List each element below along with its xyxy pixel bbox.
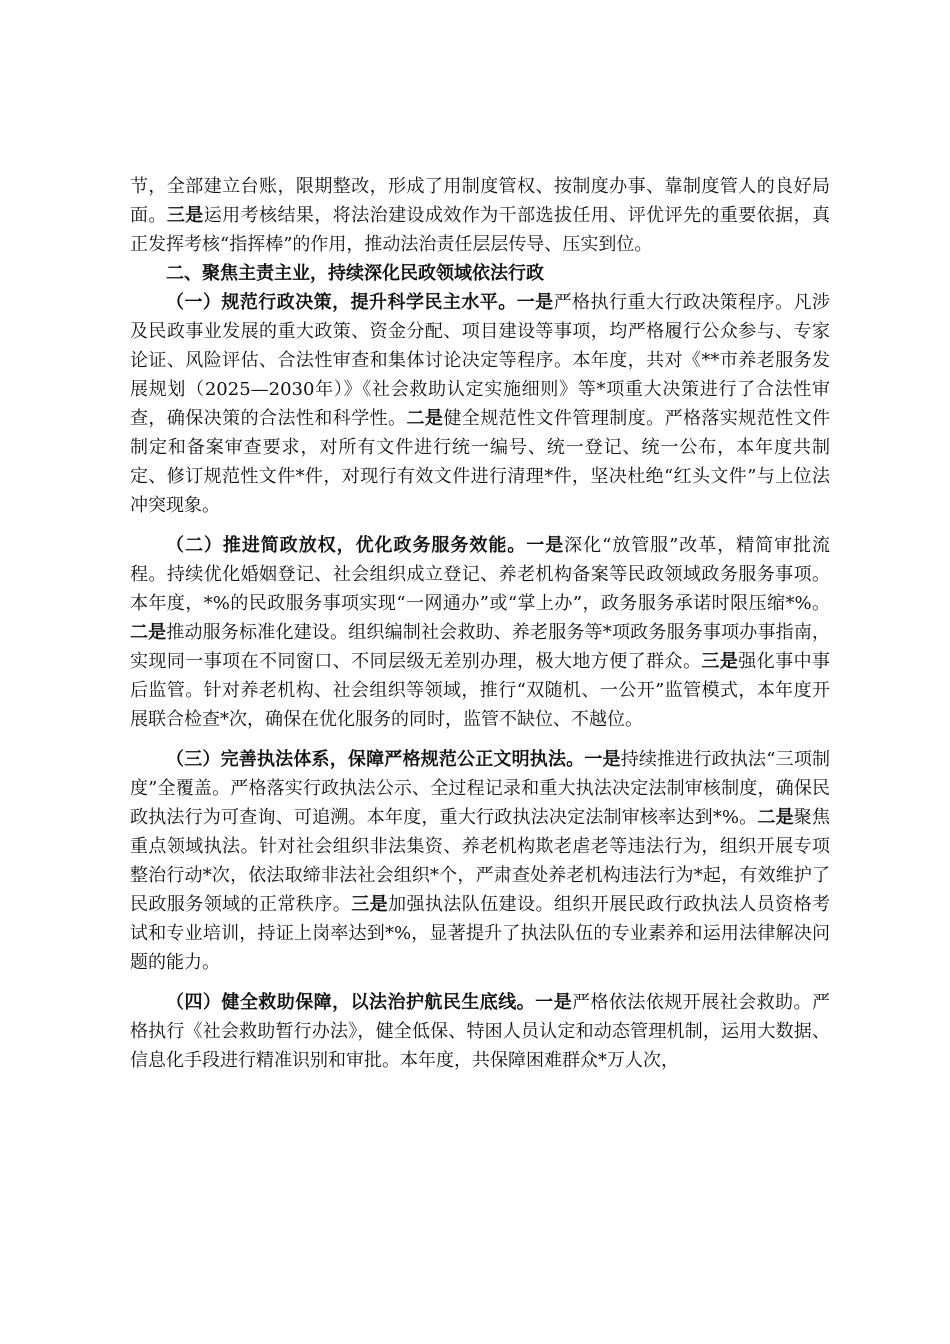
paragraph-text: 持续推进行政执法“三项制度”全覆盖。严格落实行政执法公示、全过程记录和重大执法决定法制审核制度，确保民政执法行为可查询、可追溯。本年度，重大行政执法决定法制审核率达到*%。: [130, 749, 831, 828]
paragraph-keyword: 一是: [516, 292, 554, 313]
paragraph-keyword: 二是: [406, 408, 444, 429]
paragraph-text: 聚焦重点领域执法。针对社会组织非法集资、养老机构欺老虐老等违法行为，组织开展专项整治行动*次，依法取缔非法社会组织*个，严肃查处养老机构违法行为*起，有效维护了民政服务领域的正常秩序。: [130, 807, 831, 915]
paragraph-keyword: 三是: [166, 205, 204, 226]
paragraph-text: 严格执行重大行政决策程序。凡涉及民政事业发展的重大政策、资金分配、项目建设等事项，均严格履行公众参与、专家论证、风险评估、合法性审查和集体讨论决定等程序。本年度，共对《**市养老服务发展规划（2025—2030年）》《社会救助认定实施细则》等*项重大决策进行了合法性审查，确保决策的合法性和科学性。: [130, 292, 831, 429]
paragraph-title: （三）完善执法体系，保障严格规范公正文明执法。: [166, 749, 585, 770]
paragraph-text: 节，全部建立台账，限期整改，形成了用制度管权、按制度办事、靠制度管人的良好局面。: [130, 176, 830, 226]
document-body: [130, 172, 830, 1075]
paragraph-keyword: 三是: [351, 894, 389, 915]
paragraph-text: 严格依法依规开展社会救助。严格执行《社会救助暂行办法》，健全低保、特困人员认定和动态管理机制，运用大数据、信息化手段进行精准识别和审批。本年度，共保障困难群众*万人次，: [130, 992, 831, 1071]
paragraph-keyword: 二是: [757, 807, 794, 828]
paragraph-keyword: 一是: [584, 749, 621, 770]
paragraph-keyword: 一是: [535, 992, 573, 1013]
paragraph-continuation: [130, 172, 830, 259]
paragraph-keyword: 一是: [526, 535, 565, 556]
paragraph-keyword: 二是: [130, 622, 167, 643]
paragraph-text: 深化“放管服”改革，精简审批流程。持续优化婚姻登记、社会组织成立登记、养老机构备案等民政领域政务服务事项。本年度，*%的民政服务事项实现“一网通办”或“掌上办”，政务服务承诺时限压缩*%。: [130, 535, 830, 614]
paragraph-social-assistance: [130, 988, 830, 1075]
paragraph-text: 强化事中事后监管。针对养老机构、社会组织等领域，推行“双随机、一公开”监管模式，本年度开展联合检查*次，确保在优化服务的同时，监管不缺位、不越位。: [130, 651, 831, 730]
paragraph-law-enforcement: [130, 745, 830, 977]
paragraph-streamline-administration: [130, 531, 830, 734]
paragraph-text: 健全规范性文件管理制度。严格落实规范性文件制定和备案审查要求，对所有文件进行统一编号、统一登记、统一公布，本年度共制定、修订规范性文件*件，对现行有效文件进行清理*件，坚决杜绝“红头文件”与上位法冲突现象。: [130, 408, 831, 516]
paragraph-title: （四）健全救助保障，以法治护航民生底线。: [166, 992, 536, 1013]
paragraph-text: 推动服务标准化建设。组织编制社会救助、养老服务等*项政务服务事项办事指南，实现同一事项在不同窗口、不同层级无差别办理，极大地方便了群众。: [130, 622, 831, 672]
paragraph-text: 加强执法队伍建设。组织开展民政行政执法人员资格考试和专业培训，持证上岗率达到*%，显著提升了执法队伍的专业素养和运用法律解决问题的能力。: [130, 894, 831, 973]
paragraph-title: （二）推进简政放权，优化政务服务效能。: [166, 535, 527, 556]
paragraph-keyword: 三是: [701, 651, 739, 672]
section-heading: 二、聚焦主责主业，持续深化民政领域依法行政: [166, 263, 544, 284]
paragraph-administrative-decision: [130, 288, 830, 520]
paragraph-text: 运用考核结果，将法治建设成效作为干部选拔任用、评优评先的重要依据，真正发挥考核“指挥棒”的作用，推动法治责任层层传导、压实到位。: [130, 205, 831, 255]
paragraph-title: （一）规范行政决策，提升科学民主水平。: [166, 292, 517, 313]
